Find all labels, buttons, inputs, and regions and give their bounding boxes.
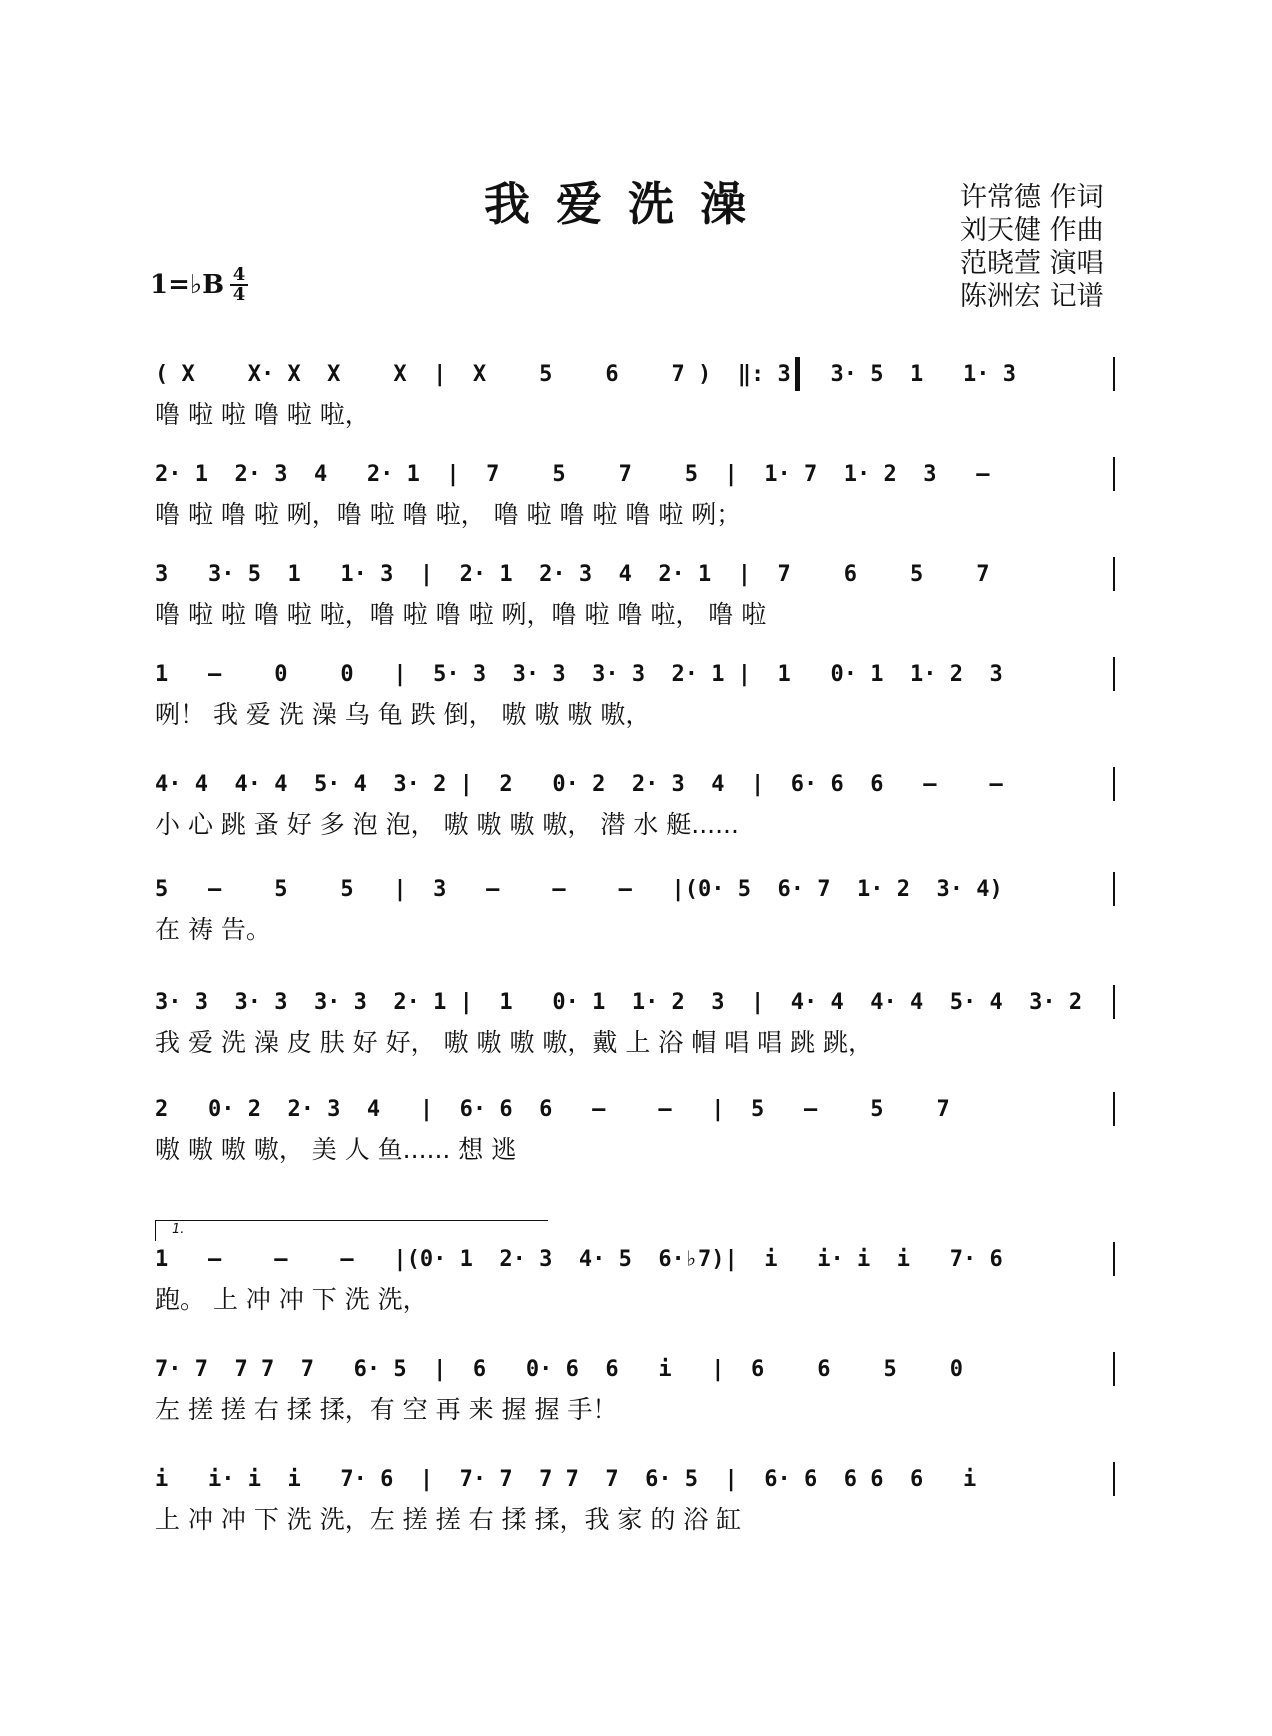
score-row-8 — [155, 1090, 1115, 1200]
lyrics-line: 我 爱 洗 澡 皮 肤 好 好， 嗷 嗷 嗷 嗷，戴 上 浴 帽 唱 唱 跳 跳， — [155, 1028, 874, 1057]
score-row-1 — [155, 355, 1115, 465]
composer-credit: 刘天健 作曲 — [960, 215, 1104, 246]
lyrics-line: 小 心 跳 蚤 好 多 泡 泡， 嗷 嗷 嗷 嗷， 潜 水 艇...... — [155, 810, 739, 839]
lyrics-line: 咧！ 我 爱 洗 澡 乌 龟 跌 倒， 嗷 嗷 嗷 嗷， — [155, 700, 651, 729]
notation-line: 1 – – – |(0· 1 2· 3 4· 5 6·♭7)| i i· i i 7· 6 — [155, 1247, 1003, 1272]
lyrics-line: 上 冲 冲 下 洗 洗，左 搓 搓 右 揉 揉，我 家 的 浴 缸 — [155, 1505, 742, 1534]
barline — [1113, 457, 1115, 491]
score-row-7 — [155, 983, 1115, 1093]
barline — [1113, 1092, 1115, 1126]
score-row-3 — [155, 555, 1115, 665]
lyrics-line: 跑。 上 冲 冲 下 洗 洗， — [155, 1285, 428, 1314]
barline — [1113, 872, 1115, 906]
volta-label: 1. — [172, 1222, 185, 1237]
barline — [1113, 357, 1115, 391]
notation-line: 4· 4 4· 4 5· 4 3· 2 | 2 0· 2 2· 3 4 | 6· 6 6 – – — [155, 772, 1003, 797]
notation-line: 5 – 5 5 | 3 – – – |(0· 5 6· 7 1· 2 3· 4) — [155, 877, 1003, 902]
song-title: 我爱洗澡 — [484, 177, 772, 231]
score-row-4 — [155, 655, 1115, 765]
barline — [1113, 1352, 1115, 1386]
barline — [1113, 1242, 1115, 1276]
lyrics-line: 嗷 嗷 嗷 嗷， 美 人 鱼...... 想 逃 — [155, 1135, 517, 1164]
notation-line: 1 – 0 0 | 5· 3 3· 3 3· 3 2· 1 | 1 0· 1 1· 2 3 — [155, 662, 1003, 687]
barline — [1113, 657, 1115, 691]
lyricist-credit: 许常德 作词 — [960, 182, 1104, 213]
singer-credit: 范晓萱 演唱 — [960, 248, 1104, 279]
notation-line: 2· 1 2· 3 4 2· 1 | 7 5 7 5 | 1· 7 1· 2 3 – — [155, 462, 990, 487]
lyrics-line: 噜 啦 噜 啦 咧，噜 啦 噜 啦， 噜 啦 噜 啦 噜 啦 咧； — [155, 500, 742, 529]
notation-line: 2 0· 2 2· 3 4 | 6· 6 6 – – | 5 – 5 7 — [155, 1097, 950, 1122]
notation-line: i i· i i 7· 6 | 7· 7 7 7 7 6· 5 | 6· 6 6 6 6 i — [155, 1467, 977, 1492]
score-row-5 — [155, 765, 1115, 875]
score-row-6 — [155, 870, 1115, 980]
score-row-9 — [155, 1240, 1115, 1350]
key-signature: 1=♭B — [150, 270, 225, 300]
lyrics-line: 左 搓 搓 右 揉 揉，有 空 再 来 握 握 手！ — [155, 1395, 618, 1424]
notation-line: ( X X· X X X | X 5 6 7 ) ‖: 3 3· 5 1 1· 3 — [155, 362, 1016, 387]
notation-line: 7· 7 7 7 7 6· 5 | 6 0· 6 6 i | 6 6 5 0 — [155, 1357, 963, 1382]
barline — [1113, 557, 1115, 591]
transcriber-credit: 陈洲宏 记谱 — [960, 281, 1104, 312]
notation-line: 3· 3 3· 3 3· 3 2· 1 | 1 0· 1 1· 2 3 | 4· 4 4· 4 5· 4 3· 2 — [155, 990, 1083, 1015]
lyrics-line: 噜 啦 啦 噜 啦 啦， — [155, 400, 370, 429]
score-row-11 — [155, 1460, 1115, 1570]
barline — [1113, 985, 1115, 1019]
score-row-2 — [155, 455, 1115, 565]
time-signature-top: 4 — [232, 264, 246, 285]
notation-line: 3 3· 5 1 1· 3 | 2· 1 2· 3 4 2· 1 | 7 6 5 7 — [155, 562, 990, 587]
barline — [1113, 1462, 1115, 1496]
lyrics-line: 噜 啦 啦 噜 啦 啦，噜 啦 噜 啦 咧，噜 啦 噜 啦， 噜 啦 — [155, 600, 767, 629]
score-row-10 — [155, 1350, 1115, 1460]
barline — [1113, 767, 1115, 801]
first-ending-bracket — [155, 1220, 548, 1241]
lyrics-line: 在 祷 告。 — [155, 915, 271, 944]
time-signature-bottom: 4 — [232, 284, 246, 305]
time-signature — [228, 266, 250, 304]
